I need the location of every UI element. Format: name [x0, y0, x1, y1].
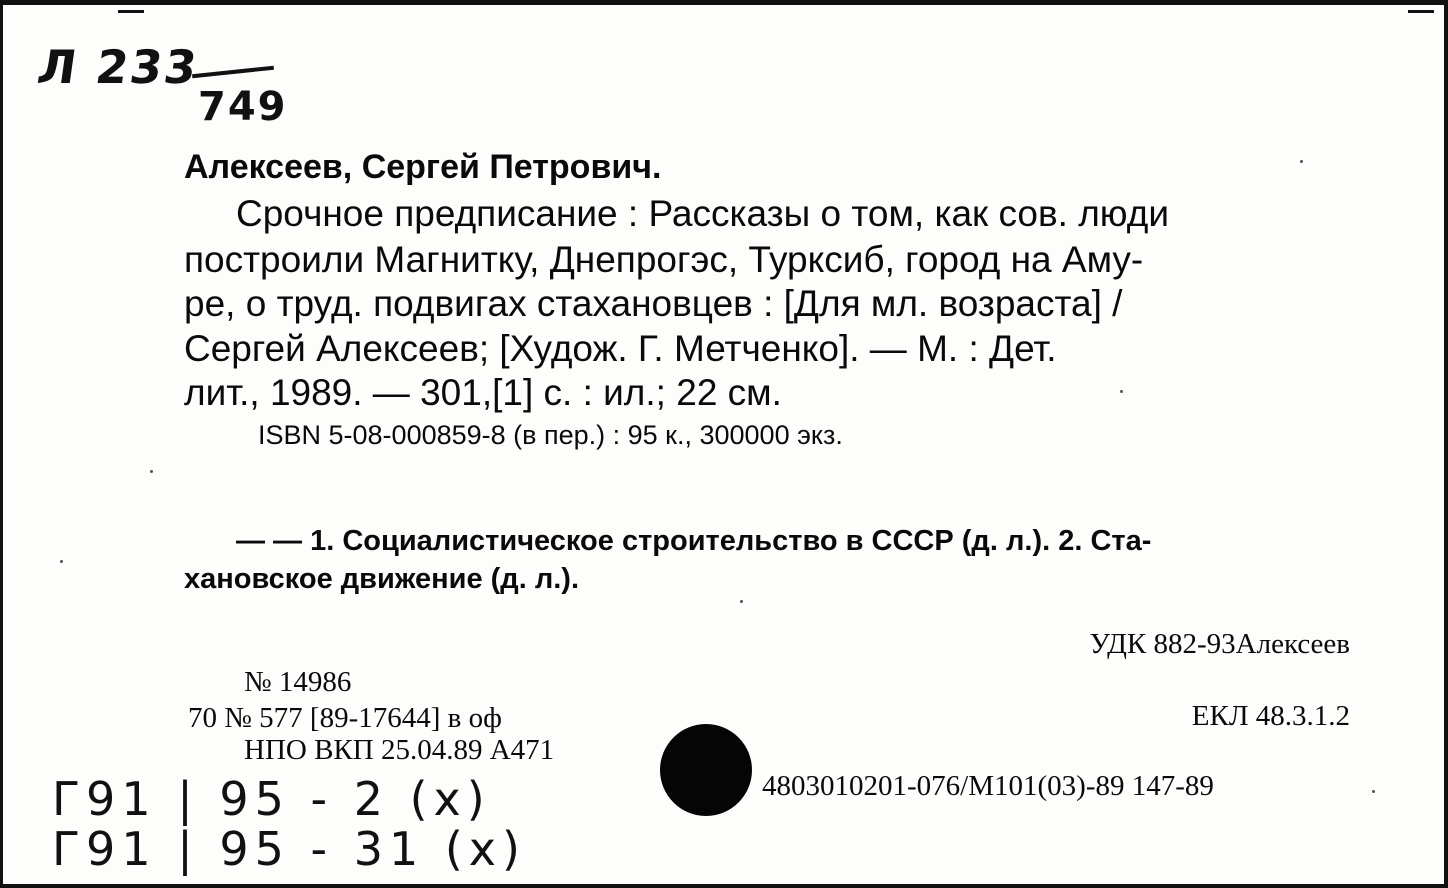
description-line: построили Магнитку, Днепрогэс, Турксиб, город на Аму- [184, 239, 1144, 280]
inventory-number: Г91 | 95 - 31 (х) [52, 822, 526, 876]
scan-speck [740, 600, 743, 603]
order-number: № 14986 [244, 666, 352, 698]
punch-hole [660, 724, 752, 816]
printing-line: 70 № 577 [89-17644] в оф [188, 702, 502, 734]
udk-code: УДК 882-93Алексеев [1089, 628, 1350, 660]
card-border-left [0, 0, 3, 888]
card-border-top [0, 0, 1448, 5]
card-border-right [1444, 0, 1448, 888]
ekl-code: ЕКЛ 48.3.1.2 [1191, 700, 1350, 732]
call-number: Л 233 [34, 40, 203, 94]
description-line: Срочное предписание : Рассказы о том, как сов. люди [236, 193, 1170, 234]
scan-speck [1372, 790, 1375, 793]
isbn-line: ISBN 5-08-000859-8 (в пер.) : 95 к., 300000 экз. [258, 420, 843, 450]
scan-speck [1300, 160, 1303, 163]
card-tick-mark [118, 10, 144, 13]
subject-line: хановское движение (д. л.). [184, 563, 580, 595]
scan-speck [150, 470, 153, 473]
printing-line: НПО ВКП 25.04.89 А471 [244, 734, 555, 766]
card-border-bottom [0, 884, 1448, 888]
scan-speck [60, 560, 63, 563]
call-number-sub: 749 [198, 84, 288, 130]
card-tick-mark [1408, 10, 1434, 13]
description-line: Сергей Алексеев; [Худож. Г. Метченко]. — М. : Дет. [184, 328, 1057, 369]
scan-speck [1120, 390, 1123, 393]
description-line: ре, о труд. подвигах стахановцев : [Для мл. возраста] / [184, 283, 1123, 324]
description-line: лит., 1989. — 301,[1] с. : ил.; 22 см. [184, 372, 782, 413]
subject-line: — — 1. Социалистическое строительство в СССР (д. л.). 2. Ста- [236, 525, 1152, 557]
author-heading: Алексеев, Сергей Петрович. [184, 148, 662, 186]
call-number-bar [192, 66, 274, 79]
publisher-code: 4803010201-076/М101(03)-89 147-89 [762, 770, 1214, 802]
inventory-number: Г91 | 95 - 2 (х) [52, 772, 491, 826]
